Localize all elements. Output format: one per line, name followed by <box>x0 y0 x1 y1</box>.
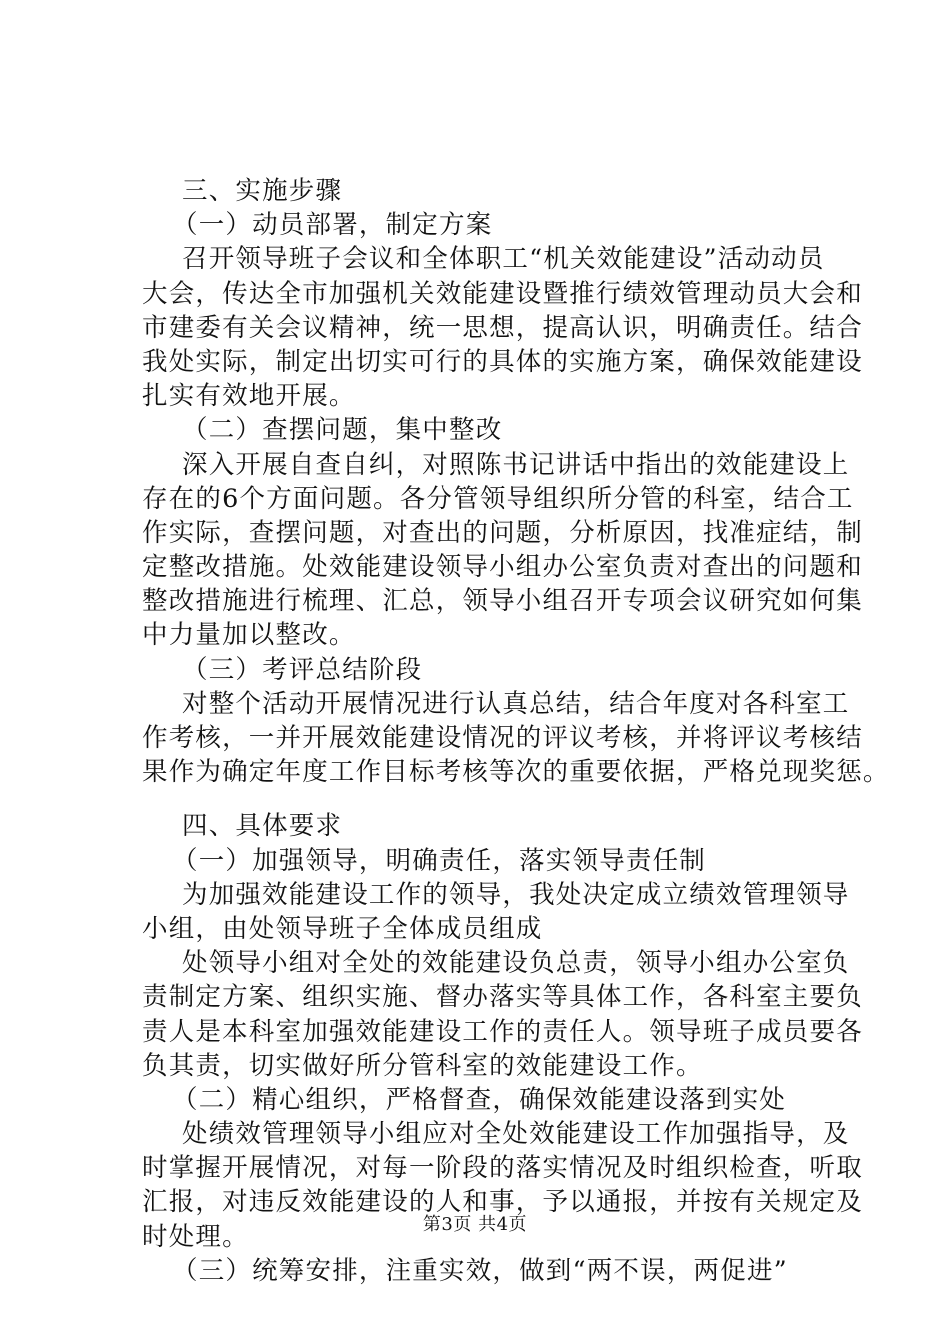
document-body <box>142 174 890 1288</box>
paragraph <box>142 878 850 946</box>
paragraph-line: 时处理。 <box>142 1221 249 1252</box>
paragraph <box>142 242 863 413</box>
paragraph-line: 大会，传达全市加强机关效能建设暨推行绩效管理动员大会和 <box>142 278 863 309</box>
paragraph-line: 小组，由处领导班子全体成员组成 <box>142 913 543 944</box>
paragraph-line: 定整改措施。处效能建设领导小组办公室负责对查出的问题和 <box>142 552 863 583</box>
paragraph <box>142 946 863 1083</box>
paragraph <box>142 687 890 790</box>
paragraph-line: 责人是本科室加强效能建设工作的责任人。领导班子成员要各 <box>142 1016 863 1047</box>
paragraph-line: 责制定方案、组织实施、督办落实等具体工作，各科室主要负 <box>142 982 863 1013</box>
paragraph-line: 时掌握开展情况，对每一阶段的落实情况及时组织检查，听取 <box>142 1153 863 1184</box>
section-heading: 三、实施步骤 <box>182 176 343 206</box>
paragraph-line: 中力量加以整改。 <box>142 620 356 651</box>
paragraph-line: 果作为确定年度工作目标考核等次的重要依据，严格兑现奖惩。 <box>142 757 890 788</box>
subsection-heading: （三）统筹安排，注重实效，做到“两不误，两促进” <box>172 1255 788 1286</box>
paragraph <box>142 448 863 653</box>
subsection-heading: （二）精心组织，严格督查，确保效能建设落到实处 <box>172 1084 787 1115</box>
subsection-heading: （三）考评总结阶段 <box>182 654 423 685</box>
paragraph-line: 处绩效管理领导小组应对全处效能建设工作加强指导，及 <box>182 1119 850 1150</box>
paragraph-line: 对整个活动开展情况进行认真总结，结合年度对各科室工 <box>182 688 850 719</box>
subsection-heading: （一）动员部署，制定方案 <box>172 210 493 241</box>
subsection-heading: （二）查摆问题，集中整改 <box>182 415 503 446</box>
subsection-heading: （一）加强领导，明确责任，落实领导责任制 <box>172 845 707 876</box>
paragraph-line: 市建委有关会议精神，统一思想，提高认识，明确责任。结合 <box>142 312 863 343</box>
paragraph-line: 召开领导班子会议和全体职工“机关效能建设”活动动员 <box>182 244 825 275</box>
paragraph-line: 扎实有效地开展。 <box>142 381 356 412</box>
paragraph-line: 为加强效能建设工作的领导，我处决定成立绩效管理领导 <box>182 879 850 910</box>
paragraph-line: 作考核，一并开展效能建设情况的评议考核，并将评议考核结 <box>142 723 863 753</box>
paragraph-line: 作实际，查摆问题，对查出的问题，分析原因，找准症结，制 <box>142 517 863 548</box>
paragraph-line: 深入开展自查自纠，对照陈书记讲话中指出的效能建设上 <box>182 449 850 480</box>
paragraph-line: 我处实际，制定出切实可行的具体的实施方案，确保效能建设 <box>142 346 863 377</box>
paragraph-line: 处领导小组对全处的效能建设负总责，领导小组办公室负 <box>182 948 850 979</box>
page-number: 第3页 共4页 <box>422 1214 528 1235</box>
paragraph-line: 汇报，对违反效能建设的人和事，予以通报，并按有关规定及 <box>142 1187 863 1218</box>
paragraph-line: 存在的6个方面问题。各分管领导组织所分管的科室，结合工 <box>142 483 854 514</box>
paragraph-line: 负其责，切实做好所分管科室的效能建设工作。 <box>142 1050 703 1081</box>
section-heading: 四、具体要求 <box>182 811 343 842</box>
section-spacer <box>142 789 842 809</box>
paragraph-line: 整改措施进行梳理、汇总，领导小组召开专项会议研究如何集 <box>142 586 863 617</box>
